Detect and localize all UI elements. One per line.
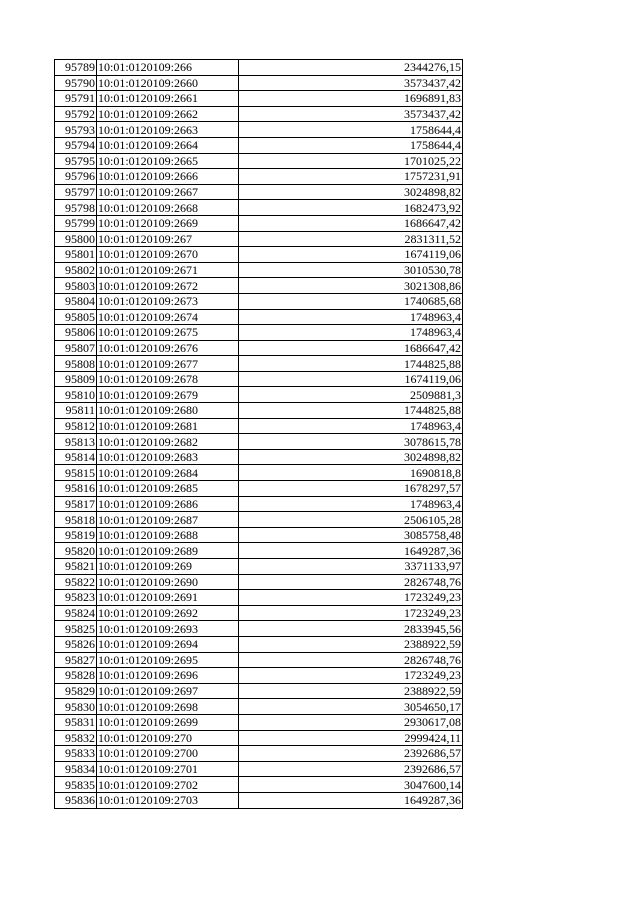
value-cell: 3010530,78 bbox=[239, 262, 463, 278]
value-cell: 2826748,76 bbox=[239, 652, 463, 668]
value-cell: 1740685,68 bbox=[239, 293, 463, 309]
row-number-cell: 95790 bbox=[55, 75, 97, 91]
value-cell: 1744825,88 bbox=[239, 403, 463, 419]
value-cell: 1701025,22 bbox=[239, 153, 463, 169]
row-number-cell: 95829 bbox=[55, 683, 97, 699]
value-cell: 1686647,42 bbox=[239, 340, 463, 356]
table-row bbox=[55, 668, 463, 684]
row-number-cell: 95836 bbox=[55, 792, 97, 808]
cadastral-code-cell: 10:01:0120109:2702 bbox=[97, 777, 239, 793]
cadastral-code-cell: 10:01:0120109:2693 bbox=[97, 621, 239, 637]
table-row bbox=[55, 387, 463, 403]
row-number-cell: 95821 bbox=[55, 559, 97, 575]
table-row bbox=[55, 371, 463, 387]
value-cell: 2831311,52 bbox=[239, 231, 463, 247]
cadastral-code-cell: 10:01:0120109:2660 bbox=[97, 75, 239, 91]
cadastral-code-cell: 10:01:0120109:2679 bbox=[97, 387, 239, 403]
table-row bbox=[55, 574, 463, 590]
row-number-cell: 95830 bbox=[55, 699, 97, 715]
row-number-cell: 95789 bbox=[55, 60, 97, 76]
table-row bbox=[55, 137, 463, 153]
table-body bbox=[55, 60, 463, 809]
cadastral-code-cell: 10:01:0120109:2692 bbox=[97, 605, 239, 621]
row-number-cell: 95823 bbox=[55, 590, 97, 606]
row-number-cell: 95798 bbox=[55, 200, 97, 216]
table-row bbox=[55, 730, 463, 746]
value-cell: 3573437,42 bbox=[239, 106, 463, 122]
value-cell: 2388922,59 bbox=[239, 636, 463, 652]
row-number-cell: 95793 bbox=[55, 122, 97, 138]
row-number-cell: 95802 bbox=[55, 262, 97, 278]
row-number-cell: 95791 bbox=[55, 91, 97, 107]
cadastral-code-cell: 10:01:0120109:2668 bbox=[97, 200, 239, 216]
value-cell: 2930617,08 bbox=[239, 714, 463, 730]
cadastral-code-cell: 10:01:0120109:2700 bbox=[97, 746, 239, 762]
table-row bbox=[55, 746, 463, 762]
row-number-cell: 95824 bbox=[55, 605, 97, 621]
table-row bbox=[55, 106, 463, 122]
cadastral-code-cell: 10:01:0120109:2688 bbox=[97, 527, 239, 543]
row-number-cell: 95819 bbox=[55, 527, 97, 543]
row-number-cell: 95814 bbox=[55, 449, 97, 465]
table-row bbox=[55, 153, 463, 169]
cadastral-code-cell: 10:01:0120109:2681 bbox=[97, 418, 239, 434]
row-number-cell: 95809 bbox=[55, 371, 97, 387]
table-row bbox=[55, 512, 463, 528]
value-cell: 3078615,78 bbox=[239, 434, 463, 450]
table-row bbox=[55, 122, 463, 138]
table-row bbox=[55, 200, 463, 216]
cadastral-code-cell: 10:01:0120109:2670 bbox=[97, 247, 239, 263]
cadastral-code-cell: 10:01:0120109:2678 bbox=[97, 371, 239, 387]
value-cell: 1758644,4 bbox=[239, 137, 463, 153]
row-number-cell: 95833 bbox=[55, 746, 97, 762]
cadastral-code-cell: 10:01:0120109:2667 bbox=[97, 184, 239, 200]
row-number-cell: 95799 bbox=[55, 215, 97, 231]
cadastral-code-cell: 10:01:0120109:2672 bbox=[97, 278, 239, 294]
cadastral-code-cell: 10:01:0120109:2694 bbox=[97, 636, 239, 652]
cadastral-code-cell: 10:01:0120109:2699 bbox=[97, 714, 239, 730]
cadastral-code-cell: 10:01:0120109:2671 bbox=[97, 262, 239, 278]
table-row bbox=[55, 325, 463, 341]
row-number-cell: 95800 bbox=[55, 231, 97, 247]
row-number-cell: 95792 bbox=[55, 106, 97, 122]
row-number-cell: 95835 bbox=[55, 777, 97, 793]
table-row bbox=[55, 75, 463, 91]
row-number-cell: 95812 bbox=[55, 418, 97, 434]
cadastral-code-cell: 10:01:0120109:2661 bbox=[97, 91, 239, 107]
table-row bbox=[55, 231, 463, 247]
value-cell: 1748963,4 bbox=[239, 325, 463, 341]
cadastral-code-cell: 10:01:0120109:2684 bbox=[97, 465, 239, 481]
value-cell: 1682473,92 bbox=[239, 200, 463, 216]
row-number-cell: 95797 bbox=[55, 184, 97, 200]
value-cell: 2388922,59 bbox=[239, 683, 463, 699]
cadastral-code-cell: 10:01:0120109:2701 bbox=[97, 761, 239, 777]
row-number-cell: 95801 bbox=[55, 247, 97, 263]
table-row bbox=[55, 605, 463, 621]
cadastral-code-cell: 10:01:0120109:2697 bbox=[97, 683, 239, 699]
value-cell: 3024898,82 bbox=[239, 449, 463, 465]
value-cell: 1744825,88 bbox=[239, 356, 463, 372]
table-row bbox=[55, 527, 463, 543]
value-cell: 3054650,17 bbox=[239, 699, 463, 715]
cadastral-code-cell: 10:01:0120109:2673 bbox=[97, 293, 239, 309]
row-number-cell: 95831 bbox=[55, 714, 97, 730]
table-row bbox=[55, 543, 463, 559]
value-cell: 2344276,15 bbox=[239, 60, 463, 76]
table-row bbox=[55, 559, 463, 575]
value-cell: 2833945,56 bbox=[239, 621, 463, 637]
row-number-cell: 95804 bbox=[55, 293, 97, 309]
cadastral-code-cell: 10:01:0120109:269 bbox=[97, 559, 239, 575]
table-row bbox=[55, 590, 463, 606]
value-cell: 2509881,3 bbox=[239, 387, 463, 403]
row-number-cell: 95806 bbox=[55, 325, 97, 341]
value-cell: 1649287,36 bbox=[239, 792, 463, 808]
table-row bbox=[55, 683, 463, 699]
row-number-cell: 95822 bbox=[55, 574, 97, 590]
table-row bbox=[55, 309, 463, 325]
cadastral-code-cell: 10:01:0120109:266 bbox=[97, 60, 239, 76]
row-number-cell: 95807 bbox=[55, 340, 97, 356]
value-cell: 1723249,23 bbox=[239, 668, 463, 684]
table-row bbox=[55, 184, 463, 200]
value-cell: 1757231,91 bbox=[239, 169, 463, 185]
row-number-cell: 95810 bbox=[55, 387, 97, 403]
value-cell: 1723249,23 bbox=[239, 605, 463, 621]
table-row bbox=[55, 621, 463, 637]
value-cell: 1748963,4 bbox=[239, 418, 463, 434]
table-row bbox=[55, 496, 463, 512]
row-number-cell: 95795 bbox=[55, 153, 97, 169]
table-row bbox=[55, 699, 463, 715]
cadastral-code-cell: 10:01:0120109:2683 bbox=[97, 449, 239, 465]
value-cell: 2999424,11 bbox=[239, 730, 463, 746]
row-number-cell: 95815 bbox=[55, 465, 97, 481]
row-number-cell: 95813 bbox=[55, 434, 97, 450]
cadastral-code-cell: 10:01:0120109:2691 bbox=[97, 590, 239, 606]
value-cell: 1674119,06 bbox=[239, 371, 463, 387]
value-cell: 1758644,4 bbox=[239, 122, 463, 138]
row-number-cell: 95803 bbox=[55, 278, 97, 294]
value-cell: 3085758,48 bbox=[239, 527, 463, 543]
table-row bbox=[55, 340, 463, 356]
value-cell: 1678297,57 bbox=[239, 481, 463, 497]
table-row bbox=[55, 434, 463, 450]
cadastral-code-cell: 10:01:0120109:2666 bbox=[97, 169, 239, 185]
cadastral-code-cell: 10:01:0120109:2663 bbox=[97, 122, 239, 138]
cadastral-code-cell: 10:01:0120109:2690 bbox=[97, 574, 239, 590]
row-number-cell: 95834 bbox=[55, 761, 97, 777]
table-row bbox=[55, 418, 463, 434]
value-cell: 3573437,42 bbox=[239, 75, 463, 91]
table-row bbox=[55, 792, 463, 808]
cadastral-code-cell: 10:01:0120109:2686 bbox=[97, 496, 239, 512]
cadastral-code-cell: 10:01:0120109:2698 bbox=[97, 699, 239, 715]
table-row bbox=[55, 777, 463, 793]
row-number-cell: 95816 bbox=[55, 481, 97, 497]
cadastral-code-cell: 10:01:0120109:2677 bbox=[97, 356, 239, 372]
value-cell: 2826748,76 bbox=[239, 574, 463, 590]
value-cell: 2506105,28 bbox=[239, 512, 463, 528]
row-number-cell: 95832 bbox=[55, 730, 97, 746]
row-number-cell: 95811 bbox=[55, 403, 97, 419]
value-cell: 1748963,4 bbox=[239, 309, 463, 325]
cadastral-code-cell: 10:01:0120109:2687 bbox=[97, 512, 239, 528]
value-cell: 3371133,97 bbox=[239, 559, 463, 575]
table-row bbox=[55, 169, 463, 185]
cadastral-code-cell: 10:01:0120109:2685 bbox=[97, 481, 239, 497]
value-cell: 1690818,8 bbox=[239, 465, 463, 481]
table-row bbox=[55, 356, 463, 372]
data-table bbox=[54, 59, 463, 809]
row-number-cell: 95805 bbox=[55, 309, 97, 325]
value-cell: 3021308,86 bbox=[239, 278, 463, 294]
cadastral-code-cell: 10:01:0120109:2669 bbox=[97, 215, 239, 231]
row-number-cell: 95825 bbox=[55, 621, 97, 637]
cadastral-code-cell: 10:01:0120109:2675 bbox=[97, 325, 239, 341]
table-row bbox=[55, 761, 463, 777]
cadastral-code-cell: 10:01:0120109:2674 bbox=[97, 309, 239, 325]
cadastral-code-cell: 10:01:0120109:2689 bbox=[97, 543, 239, 559]
table-row bbox=[55, 215, 463, 231]
cadastral-code-cell: 10:01:0120109:2665 bbox=[97, 153, 239, 169]
cadastral-code-cell: 10:01:0120109:2703 bbox=[97, 792, 239, 808]
table-row bbox=[55, 91, 463, 107]
row-number-cell: 95818 bbox=[55, 512, 97, 528]
row-number-cell: 95826 bbox=[55, 636, 97, 652]
value-cell: 1748963,4 bbox=[239, 496, 463, 512]
table-row bbox=[55, 247, 463, 263]
table-row bbox=[55, 278, 463, 294]
cadastral-code-cell: 10:01:0120109:2680 bbox=[97, 403, 239, 419]
table-row bbox=[55, 481, 463, 497]
cadastral-code-cell: 10:01:0120109:2696 bbox=[97, 668, 239, 684]
value-cell: 1649287,36 bbox=[239, 543, 463, 559]
table-row bbox=[55, 293, 463, 309]
cadastral-code-cell: 10:01:0120109:2676 bbox=[97, 340, 239, 356]
table-row bbox=[55, 465, 463, 481]
value-cell: 1723249,23 bbox=[239, 590, 463, 606]
cadastral-code-cell: 10:01:0120109:2695 bbox=[97, 652, 239, 668]
value-cell: 1696891,83 bbox=[239, 91, 463, 107]
row-number-cell: 95817 bbox=[55, 496, 97, 512]
table-row bbox=[55, 449, 463, 465]
row-number-cell: 95808 bbox=[55, 356, 97, 372]
row-number-cell: 95794 bbox=[55, 137, 97, 153]
table-row bbox=[55, 262, 463, 278]
table-row bbox=[55, 403, 463, 419]
cadastral-code-cell: 10:01:0120109:2662 bbox=[97, 106, 239, 122]
cadastral-code-cell: 10:01:0120109:270 bbox=[97, 730, 239, 746]
cadastral-code-cell: 10:01:0120109:2664 bbox=[97, 137, 239, 153]
row-number-cell: 95820 bbox=[55, 543, 97, 559]
value-cell: 1686647,42 bbox=[239, 215, 463, 231]
value-cell: 1674119,06 bbox=[239, 247, 463, 263]
cadastral-code-cell: 10:01:0120109:2682 bbox=[97, 434, 239, 450]
row-number-cell: 95827 bbox=[55, 652, 97, 668]
value-cell: 3024898,82 bbox=[239, 184, 463, 200]
cadastral-code-cell: 10:01:0120109:267 bbox=[97, 231, 239, 247]
table-row bbox=[55, 714, 463, 730]
table-row bbox=[55, 636, 463, 652]
value-cell: 3047600,14 bbox=[239, 777, 463, 793]
table-row bbox=[55, 60, 463, 76]
value-cell: 2392686,57 bbox=[239, 746, 463, 762]
table-row bbox=[55, 652, 463, 668]
row-number-cell: 95796 bbox=[55, 169, 97, 185]
row-number-cell: 95828 bbox=[55, 668, 97, 684]
value-cell: 2392686,57 bbox=[239, 761, 463, 777]
